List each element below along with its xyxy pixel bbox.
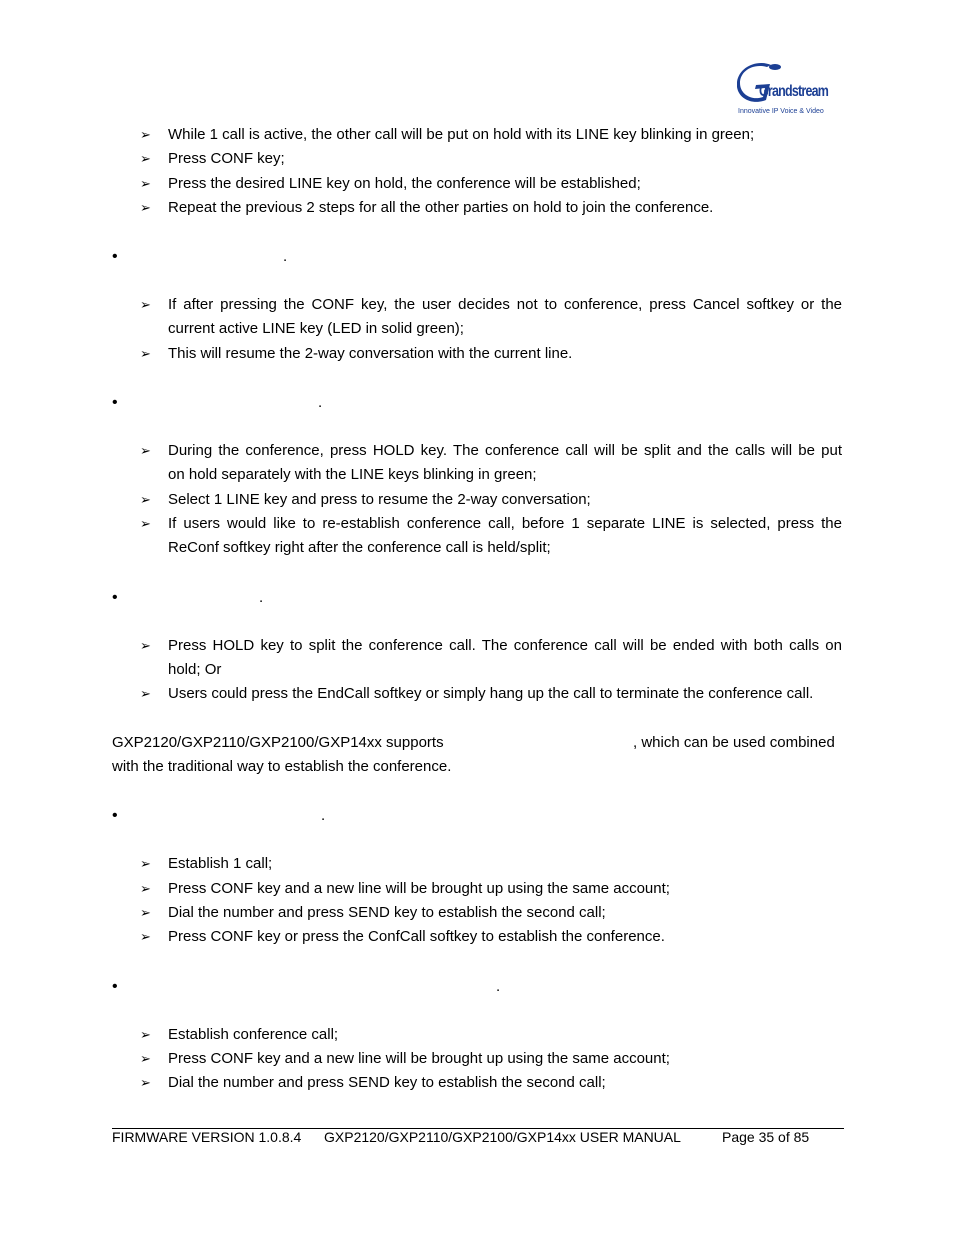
- arrow-bullet-icon: ➢: [140, 638, 151, 653]
- list-item-continued: current active LINE key (LED in solid green);: [168, 320, 464, 337]
- logo-tagline: Innovative IP Voice & Video: [738, 108, 824, 115]
- arrow-bullet-icon: ➢: [140, 516, 151, 531]
- arrow-bullet-icon: ➢: [140, 1051, 151, 1066]
- list-item: Press CONF key or press the ConfCall softkey to establish the conference.: [168, 928, 665, 945]
- bullet-dot-icon: •: [112, 807, 118, 824]
- list-item: Establish 1 call;: [168, 855, 273, 872]
- list-item: This will resume the 2-way conversation with the current line.: [168, 345, 573, 362]
- list-item: During the conference, press HOLD key. The conference call will be split and the calls will be put: [168, 442, 842, 459]
- list-item-continued: hold; Or: [168, 661, 222, 678]
- arrow-bullet-icon: ➢: [140, 881, 151, 896]
- arrow-bullet-icon: ➢: [140, 686, 151, 701]
- list-item: Establish conference call;: [168, 1026, 339, 1043]
- arrow-bullet-icon: ➢: [140, 346, 151, 361]
- bullet-heading-punct: .: [318, 394, 323, 411]
- list-item: Dial the number and press SEND key to establish the second call;: [168, 904, 606, 921]
- list-item-continued: ReConf softkey right after the conference call is held/split;: [168, 539, 551, 556]
- paragraph-text-line2: with the traditional way to establish the conference.: [112, 758, 452, 775]
- list-item: While 1 call is active, the other call will be put on hold with its LINE key blinking in green;: [168, 126, 755, 143]
- list-item: Press CONF key and a new line will be brought up using the same account;: [168, 1050, 670, 1067]
- arrow-bullet-icon: ➢: [140, 200, 151, 215]
- bullet-dot-icon: •: [112, 978, 118, 995]
- list-item: Dial the number and press SEND key to establish the second call;: [168, 1074, 606, 1091]
- bullet-dot-icon: •: [112, 589, 118, 606]
- paragraph-text-end: , which can be used combined: [633, 734, 835, 751]
- bullet-heading-punct: .: [283, 248, 288, 265]
- arrow-bullet-icon: ➢: [140, 492, 151, 507]
- footer-firmware-version: FIRMWARE VERSION 1.0.8.4: [112, 1129, 302, 1145]
- list-item: Press HOLD key to split the conference call. The conference call will be ended with both calls on: [168, 637, 842, 654]
- footer-manual-title: GXP2120/GXP2110/GXP2100/GXP14xx USER MANUAL: [324, 1129, 681, 1145]
- arrow-bullet-icon: ➢: [140, 1075, 151, 1090]
- list-item: Repeat the previous 2 steps for all the other parties on hold to join the conference.: [168, 199, 714, 216]
- bullet-dot-icon: •: [112, 394, 118, 411]
- paragraph-text-start: GXP2120/GXP2110/GXP2100/GXP14xx supports: [112, 734, 444, 751]
- arrow-bullet-icon: ➢: [140, 929, 151, 944]
- arrow-bullet-icon: ➢: [140, 127, 151, 142]
- arrow-bullet-icon: ➢: [140, 856, 151, 871]
- list-item: Users could press the EndCall softkey or simply hang up the call to terminate the conference call.: [168, 685, 814, 702]
- arrow-bullet-icon: ➢: [140, 905, 151, 920]
- list-item: Press the desired LINE key on hold, the conference will be established;: [168, 175, 641, 192]
- arrow-bullet-icon: ➢: [140, 297, 151, 312]
- grandstream-logo: [737, 61, 837, 119]
- arrow-bullet-icon: ➢: [140, 1027, 151, 1042]
- footer-page-number: Page 35 of 85: [722, 1129, 810, 1145]
- arrow-bullet-icon: ➢: [140, 443, 151, 458]
- bullet-heading-punct: .: [259, 589, 264, 606]
- bullet-heading-punct: .: [496, 978, 501, 995]
- list-item-continued: on hold separately with the LINE keys blinking in green;: [168, 466, 537, 483]
- list-item: If users would like to re-establish conference call, before 1 separate LINE is selected, press the: [168, 515, 842, 532]
- list-item: If after pressing the CONF key, the user decides not to conference, press Cancel softkey or the: [168, 296, 842, 313]
- list-item: Press CONF key;: [168, 150, 285, 167]
- bullet-dot-icon: •: [112, 248, 118, 265]
- list-item: Press CONF key and a new line will be brought up using the same account;: [168, 880, 670, 897]
- list-item: Select 1 LINE key and press to resume the 2-way conversation;: [168, 491, 591, 508]
- arrow-bullet-icon: ➢: [140, 151, 151, 166]
- arrow-bullet-icon: ➢: [140, 176, 151, 191]
- bullet-heading-punct: .: [321, 807, 326, 824]
- logo-brand-text: Grandstream: [759, 83, 829, 100]
